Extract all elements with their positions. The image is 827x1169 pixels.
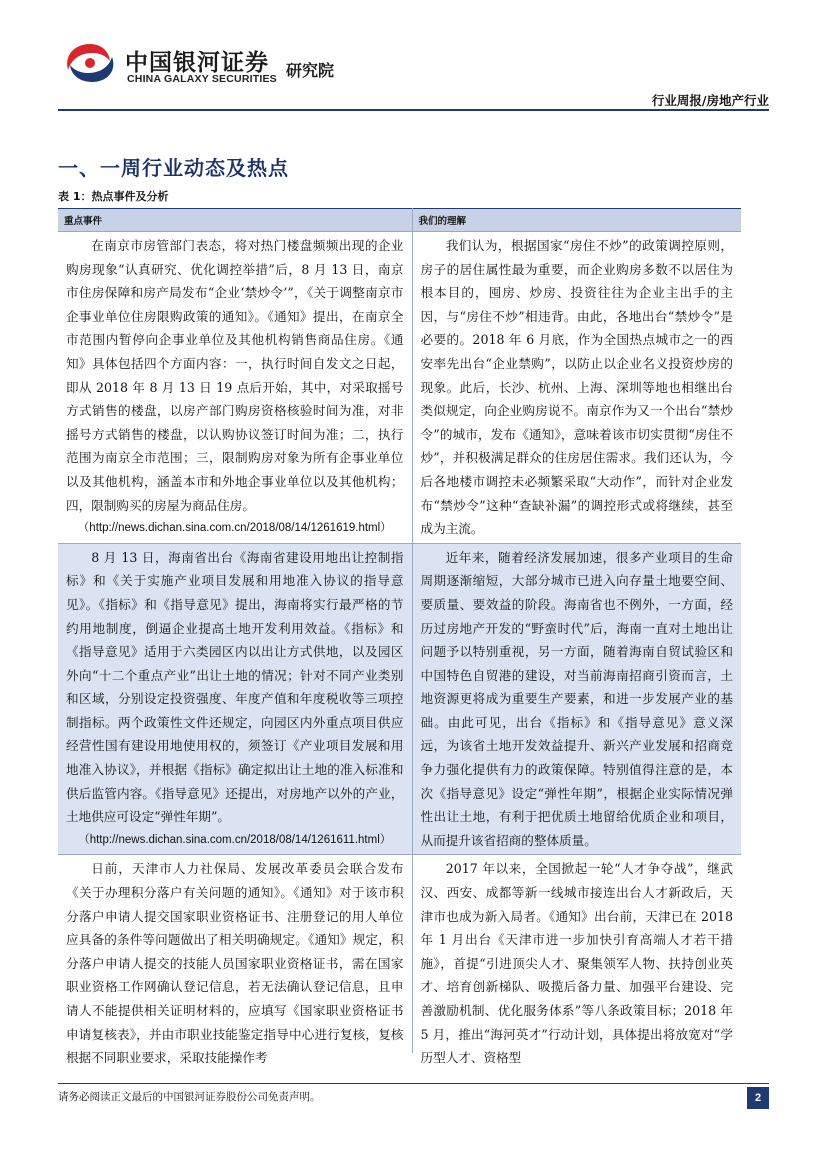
event-cell [58, 855, 412, 1066]
brand-name-cn: 中国银河证券 [125, 50, 269, 76]
table-header-row [58, 209, 741, 232]
analysis-text: 2017 年以来，全国掀起一轮“人才争夺战”，继武汉、西安、成都等新一线城市接连出台人才新政后，天津市也成为新入局者。《通知》出台前，天津已在 2018 年 1 月出台《天津市进一步加快引育高端人才若干措施》，首提“引进顶尖人才、聚集领军人物、扶持创业英才、培育创新梯队、吸揽后备力量、加强平台建设、完善激励机制、优化服务体系”等八条政策目标；2018 年 5 月，推出“海河英才”行动计划，具体提出将放宽对“学历型人才、资格型 [420, 861, 733, 1066]
event-cell [58, 543, 412, 855]
table-row [58, 543, 741, 855]
report-category: 行业周报/房地产行业 [651, 93, 769, 108]
hot-events-table [58, 208, 741, 1066]
source-link[interactable]: （http://news.dichan.sina.com.cn/2018/08/14/1261611.html） [78, 833, 392, 846]
analysis-text: 我们认为，根据国家“房住不炒”的政策调控原则，房子的居住属性最为重要，而企业购房多数不以居住为根本目的，囤房、炒房、投资往往为企业主出手的主因，与“房住不炒”相违背。由此，各地出台“禁炒令”是必要的。2018 年 6 月底，作为全国热点城市之一的西安率先出台“企业禁购”，以防止以企业名义投资炒房的现象。此后，长沙、杭州、上海、深圳等地也相继出台类似规定，向企业购房说不。南京作为又一个出台“禁炒令”的城市，发布《通知》，意味着该市切实贯彻“房住不炒”，并积极满足群众的住房居住需求。我们还认为，今后各地楼市调控未必频繁采取“大动作”，而针对企业发布“禁炒令”这种“查缺补漏”的调控形式或将继续，甚至成为主流。 [420, 238, 733, 537]
brand-name-en: CHINA GALAXY SECURITIES [127, 73, 277, 85]
analysis-cell [412, 232, 741, 544]
column-header-analysis: 我们的理解 [412, 209, 741, 232]
event-text: 8 月 13 日，海南省出台《海南省建设用地出让控制指标》和《关于实施产业项目发展和用地准入协议的指导意见》。《指标》和《指导意见》提出，海南将实行最严格的节约用地制度，倒逼企业提高土地开发利用效益。《指标》和《指导意见》适用于六类园区内以出让方式供地，以及园区外向“十二个重点产业”出让土地的情况；针对不同产业类别和区域，分别设定投资强度、年度产值和年度税收等三项控制指标。两个政策性文件还规定，向园区内外重点项目供应经营性国有建设用地使用权的，须签订《产业项目发展和用地准入协议》，并根据《指标》确定拟出让土地的准入标准和供后监管内容。《指导意见》还提出，对房地产以外的产业，土地供应可设定“弹性年期”。 [66, 549, 404, 825]
analysis-cell [412, 855, 741, 1066]
table-row [58, 232, 741, 544]
header-divider [58, 109, 769, 111]
analysis-cell [412, 543, 741, 855]
event-text: 日前，天津市人力社保局、发展改革委员会联合发布《关于办理积分落户有关问题的通知》。《通知》对于该市积分落户申请人提交国家职业资格证书、注册登记的用人单位应具备的条件等问题做出了相关明确规定。《通知》规定，积分落户申请人提交的技能人员国家职业资格证书，需在国家职业资格工作网确认登记信息，若无法确认登记信息，且申请人不能提供相关证明材料的，应填写《国家职业资格证书申请复核表》，并由市职业技能鉴定指导中心进行复核，复核根据不同职业要求，采取技能操作考 [66, 861, 404, 1066]
source-link[interactable]: （http://news.dichan.sina.com.cn/2018/08/14/1261619.html） [77, 522, 392, 535]
event-cell [58, 232, 412, 544]
analysis-text: 近年来，随着经济发展加速，很多产业项目的生命周期逐渐缩短，大部分城市已进入向存量土地要空间、要质量、要效益的阶段。海南省也不例外，一方面，经历过房地产开发的“野蛮时代”后，海南一直对土地出让问题予以特别重视，另一方面，随着海南自贸试验区和中国特色自贸港的建设，对当前海南招商引资而言，土地资源更将成为重要生产要素，和进一步发展产业的基础。由此可见，出台《指标》和《指导意见》意义深远，为该省土地开发效益提升、新兴产业发展和招商竞争力强化提供有力的政策保障。特别值得注意的是，本次《指导意见》设定“弹性年期”，根据企业实际情况弹性出让土地，有利于把优质土地留给优质企业和项目，从而提升该省招商的整体质量。 [420, 549, 733, 848]
table-row [58, 855, 741, 1054]
column-header-events: 重点事件 [58, 209, 412, 232]
footer-divider [58, 1083, 769, 1084]
table-caption: 表 1：热点事件及分析 [58, 190, 169, 203]
event-text: 在南京市房管部门表态，将对热门楼盘频频出现的企业购房现象“认真研究、优化调控举措”后，8 月 13 日，南京市住房保障和房产局发布“企业‘禁炒令’”，《关于调整南京市企事业单位住房限购政策的通知》。《通知》提出，在南京全市范围内暂停向企事业单位及其他机构销售商品住房。《通知》具体包括四个方面内容：一，执行时间自发文之日起，即从 2018 年 8 月 13 日 19 点后开始，其中，对采取摇号方式销售的楼盘，以房产部门购房资格核验时间为准，对非摇号方式销售的楼盘，以认购协议签订时间为准；二，执行范围为南京全市范围；三，限制购房对象为所有企事业单位以及其他机构，涵盖本市和外地企事业单位以及其他机构；四，限制购买的房屋为商品住房。 [66, 238, 404, 513]
research-institute-label: 研究院 [286, 61, 335, 80]
section-title: 一、一周行业动态及热点 [58, 156, 289, 180]
footer-disclaimer: 请务必阅读正文最后的中国银河证券股份公司免责声明。 [58, 1091, 321, 1103]
page-number: 2 [747, 1087, 769, 1109]
galaxy-logo-icon [62, 40, 118, 86]
